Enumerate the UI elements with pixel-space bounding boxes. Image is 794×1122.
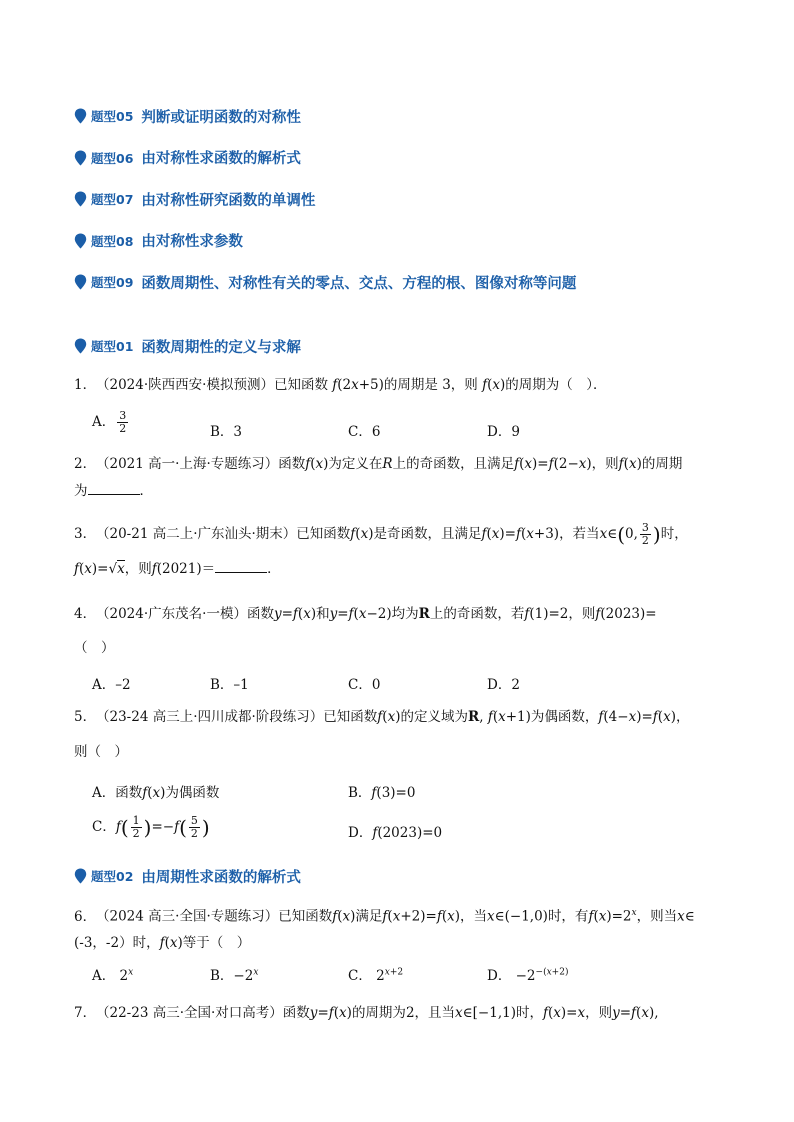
question-text: 时， xyxy=(515,1005,543,1021)
toc-tag: 题型06 xyxy=(91,150,134,166)
question-text: （23-24 高三上·四川成都·阶段练习）已知函数 xyxy=(96,709,378,725)
toc-item[interactable] xyxy=(74,270,576,294)
location-pin-icon xyxy=(74,108,87,124)
option-d[interactable]: D．2 xyxy=(487,677,520,693)
toc-tag: 题型08 xyxy=(91,233,134,249)
option-b[interactable]: B．–1 xyxy=(210,677,249,693)
denominator: 2 xyxy=(119,422,127,435)
question-text: （20-21 高二上·广东汕头·期末）已知函数 xyxy=(96,526,351,542)
question-text: 满足 xyxy=(355,908,383,925)
option-label: B． xyxy=(210,968,234,984)
option-b[interactable]: B．3 xyxy=(210,424,243,440)
question-text: 为 xyxy=(74,483,88,499)
options-6 xyxy=(92,964,692,990)
question-text: ，当 xyxy=(460,908,487,925)
option-c[interactable]: C． $2^{x+2}$ xyxy=(348,967,404,984)
option-label: D． xyxy=(487,968,512,984)
question-4: 4．（2024·广东茂名·一模）函数y=f(x)和y=f(x−2)均为R上的奇函数，若f(1)=2，则f(2023)= xyxy=(74,603,657,625)
question-5: 5．（23-24 高三上·四川成都·阶段练习）已知函数f(x)的定义域为R, f(x+1)为偶函数，f(4−x)=f(x)， xyxy=(74,706,689,728)
option-d[interactable]: D．f(2023)=0 xyxy=(348,825,443,841)
section-tag: 题型02 xyxy=(91,869,134,884)
location-pin-icon xyxy=(74,338,87,354)
question-2: 2．（2021 高一·上海·专题练习）函数f(x)为定义在R上的奇函数，且满足f(x)=f(2−x)，则f(x)的周期 xyxy=(74,453,682,475)
toc-item[interactable] xyxy=(74,187,576,211)
toc-title: 判断或证明函数的对称性 xyxy=(141,109,301,126)
toc-title: 函数周期性、对称性有关的零点、交点、方程的根、图像对称等问题 xyxy=(141,275,577,292)
location-pin-icon xyxy=(74,868,87,884)
toc-title: 由对称性求参数 xyxy=(141,234,243,250)
option-a[interactable]: A．函数f(x)为偶函数 xyxy=(92,785,220,801)
option-b[interactable]: B．f(3)=0 xyxy=(348,785,416,801)
denominator: 2 xyxy=(190,827,198,840)
numerator: 3 xyxy=(119,409,127,422)
option-a[interactable] xyxy=(92,410,130,435)
denominator: 2 xyxy=(132,827,140,840)
option-label: A． xyxy=(92,968,116,984)
question-text: 的周期是 3，则 xyxy=(383,377,478,393)
question-text: 和 xyxy=(316,606,330,622)
question-text: （2024·广东茂名·一模）函数 xyxy=(96,606,274,622)
option-label: C． xyxy=(348,968,372,984)
question-text: ． xyxy=(139,483,153,499)
question-6: 6．（2024 高三·全国·专题练习）已知函数f(x)满足f(x+2)=f(x)，当x∈(−1,0)时，有$f(x)=2^x$，则当x∈ xyxy=(74,902,695,928)
section-tag: 题型01 xyxy=(91,339,134,354)
option-a[interactable]: A． 2$^x$ xyxy=(92,967,134,984)
options-1 xyxy=(92,409,692,440)
question-text: 的定义域为 xyxy=(400,709,468,725)
question-6-cont: (-3，-2）时，f(x)等于（ ） xyxy=(74,935,251,951)
question-text: (-3，-2）时， xyxy=(74,935,160,951)
options-4 xyxy=(92,673,692,699)
toc-tag: 题型09 xyxy=(91,275,134,290)
question-text: ，且当 xyxy=(414,1005,456,1021)
question-number: 2． xyxy=(74,456,97,472)
question-text: 等于（ ） xyxy=(182,935,251,951)
section-heading xyxy=(74,864,301,888)
question-7: 7．（22-23 高三·全国·对口高考）函数y=f(x)的周期为2，且当x∈[−1,1)时，f(x)=x，则y=f(x), xyxy=(74,1002,659,1024)
question-text: 均为 xyxy=(391,606,419,622)
option-d[interactable]: D．9 xyxy=(487,424,520,440)
denominator: 2 xyxy=(641,534,649,547)
question-1: 1．（2024·陕西西安·模拟预测）已知函数 f(2x+5)的周期是 3，则 f(x)的周期为（ ）． xyxy=(74,374,607,396)
option-a[interactable]: A．–2 xyxy=(92,677,131,693)
options-5-row2 xyxy=(92,815,692,851)
option-label: B． xyxy=(348,785,372,801)
option-c[interactable]: C．f( $\frac{1}{2}$ )=−f( $\frac{5}{2}$ ) xyxy=(92,814,210,840)
option-label: A． xyxy=(92,414,116,430)
question-text: 为偶函数， xyxy=(530,709,599,725)
fraction xyxy=(131,815,142,840)
option-text: A．函数 xyxy=(92,785,143,801)
option-d[interactable]: D． $-2^{-(x+2)}$ xyxy=(487,967,569,984)
toc-title: 由对称性求函数的解析式 xyxy=(141,151,301,167)
question-number: 4． xyxy=(74,606,97,622)
question-text: ，则当 xyxy=(636,908,678,925)
section-title: 函数周期性的定义与求解 xyxy=(141,339,301,356)
toc-tag: 题型07 xyxy=(91,192,134,207)
question-text: 的周期为（ ）． xyxy=(505,377,607,393)
numerator: 5 xyxy=(190,814,198,827)
option-b[interactable]: B．$-2^x$ xyxy=(210,967,259,984)
numerator: 1 xyxy=(132,814,140,827)
question-text: 上的奇函数，若 xyxy=(429,606,525,622)
option-label: C． xyxy=(92,819,116,835)
toc-title: 由对称性研究函数的单调性 xyxy=(141,192,316,209)
location-pin-icon xyxy=(74,233,87,249)
question-text: 的周期 xyxy=(641,456,683,472)
toc xyxy=(74,104,576,312)
question-3-cont: f(x)=√x，则f(2021)＝ ． xyxy=(74,558,281,580)
option-c[interactable]: C．6 xyxy=(348,424,381,440)
location-pin-icon xyxy=(74,150,87,166)
question-text: ，若当 xyxy=(559,526,600,542)
toc-item[interactable] xyxy=(74,229,576,253)
option-c[interactable]: C．0 xyxy=(348,677,381,693)
question-2-cont xyxy=(74,480,153,502)
toc-item[interactable] xyxy=(74,104,576,128)
question-text: （2021 高一·上海·专题练习）函数 xyxy=(96,456,306,472)
question-text: ，则 xyxy=(591,456,619,472)
question-text: （22-23 高三·全国·对口高考）函数 xyxy=(96,1005,310,1021)
question-text: （2024 高三·全国·专题练习）已知函数 xyxy=(96,908,333,925)
answer-blank[interactable] xyxy=(88,480,140,495)
toc-item[interactable] xyxy=(74,146,576,170)
question-text: 为定义在 xyxy=(328,456,383,472)
question-text: 是奇函数，且满足 xyxy=(373,526,482,542)
question-text: ． xyxy=(267,561,281,577)
options-5-row1 xyxy=(92,781,692,807)
question-number: 3． xyxy=(74,526,97,542)
option-label: D． xyxy=(348,825,373,841)
location-pin-icon xyxy=(74,191,87,207)
question-text: ，则 xyxy=(124,561,152,577)
section-title: 由周期性求函数的解析式 xyxy=(141,869,301,886)
question-number: 1． xyxy=(74,377,97,393)
question-4-cont: （ ） xyxy=(74,640,115,656)
fraction xyxy=(117,410,128,435)
question-5-cont: 则（ ） xyxy=(74,744,128,760)
section-heading xyxy=(74,334,301,358)
question-text: （2024·陕西西安·模拟预测）已知函数 xyxy=(96,377,328,393)
question-text: 的周期为 xyxy=(351,1005,406,1021)
fraction xyxy=(189,815,200,840)
question-number: 5． xyxy=(74,709,97,725)
question-text: ＝ xyxy=(201,561,216,577)
question-number: 6． xyxy=(74,908,97,925)
location-pin-icon xyxy=(74,274,87,290)
toc-tag: 题型05 xyxy=(91,109,134,124)
question-text: ， xyxy=(675,709,690,725)
question-number: 7． xyxy=(74,1005,97,1021)
question-text: 时， xyxy=(660,526,688,542)
question-text: ，则 xyxy=(585,1005,613,1021)
question-text: ，则 xyxy=(568,606,596,622)
question-3: 3．（20-21 高二上·广东汕头·期末）已知函数f(x)是奇函数，且满足f(x)=f(x+3)，若当x∈(0, $\frac{3}{2}$ )时， xyxy=(74,521,688,547)
numerator: 3 xyxy=(641,521,649,534)
question-text: 时，有 xyxy=(547,908,589,925)
option-text: 为偶函数 xyxy=(165,785,220,801)
fraction xyxy=(640,522,651,547)
question-text: 上的奇函数，且满足 xyxy=(392,456,515,472)
answer-blank[interactable] xyxy=(215,558,267,573)
